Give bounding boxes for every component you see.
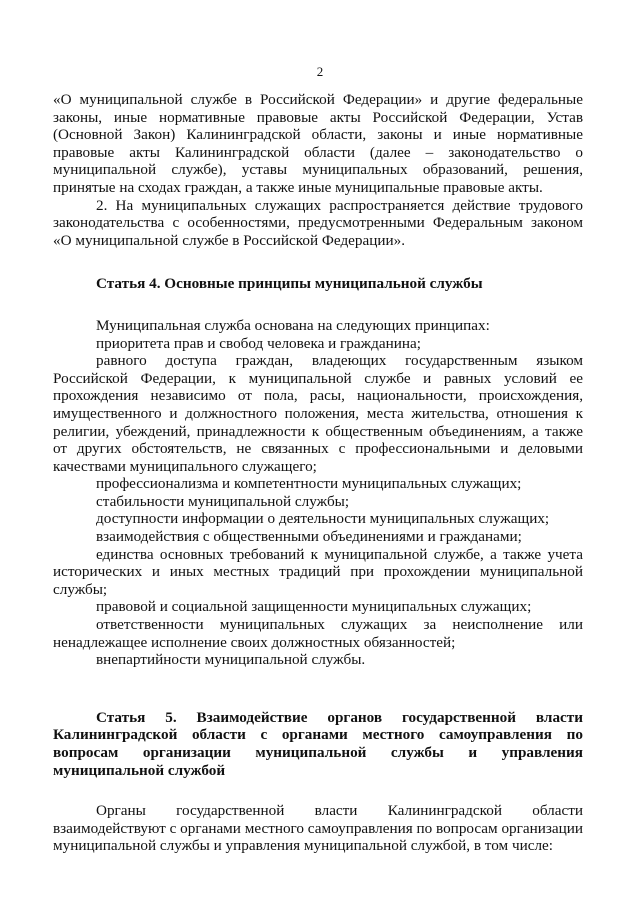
principle-item: взаимодействия с общественными объединениями и гражданами; xyxy=(96,528,522,546)
page-number: 2 xyxy=(316,64,324,79)
principle-item: стабильности муниципальной службы; xyxy=(96,492,350,510)
principle-item: единства основных требований к муниципальной службе, а также учета исторических и иных местных традиций при прохождении муниципальной службы; xyxy=(53,545,583,598)
principle-item: приоритета прав и свобод человека и гражданина; xyxy=(96,334,421,352)
principle-item: равного доступа граждан, владеющих государственным языком Российской Федерации, к муниципальной службе и равных условий ее прохождения независимо от пола, расы, национальности, происхождения, имущественного и должностного положения, места жительства, отношения к религии, убеждений, принадлежности к общественным объединениям, а также от других обстоятельств, не связанных с профессиональными и деловыми качествами муниципального служащего; xyxy=(53,352,583,475)
article-4-title: Статья 4. Основные принципы муниципальной службы xyxy=(96,275,483,293)
article-5-body: Органы государственной власти Калининградской области взаимодействуют с органами местного самоуправления по вопросам организации муниципальной службы и управления муниципальной службой, в том числе: xyxy=(53,802,583,855)
principle-item: внепартийности муниципальной службы. xyxy=(96,651,366,669)
document-body xyxy=(53,91,583,855)
intro-paragraph-2: 2. На муниципальных служащих распространяется действие трудового законодательства с особенностями, предусмотренными Федеральным законом «О муниципальной службе в Российской Федерации». xyxy=(53,196,583,249)
principle-item: доступности информации о деятельности муниципальных служащих; xyxy=(96,510,550,528)
principle-item: правовой и социальной защищенности муниципальных служащих; xyxy=(96,598,532,616)
article-5-title: Статья 5. Взаимодействие органов государственной власти Калининградской области с органами местного самоуправления по вопросам организации муниципальной службы и управления муниципальной службой xyxy=(53,708,583,779)
principle-item: профессионализма и компетентности муниципальных служащих; xyxy=(96,475,522,493)
principle-item: ответственности муниципальных служащих за неисполнение или ненадлежащее исполнение своих должностных обязанностей; xyxy=(53,616,583,651)
intro-paragraph-1: «О муниципальной службе в Российской Федерации» и другие федеральные законы, иные нормативные правовые акты Российской Федерации, Устав (Основной Закон) Калининградской области, законы и иные нормативные правовые акты Калининградской области (далее – законодательство о муниципальной службе), уставы муниципальных образований, решения, принятые на сходах граждан, а также иные муниципальные правовые акты. xyxy=(53,91,583,196)
article-4-lead: Муниципальная служба основана на следующих принципах: xyxy=(96,316,490,334)
